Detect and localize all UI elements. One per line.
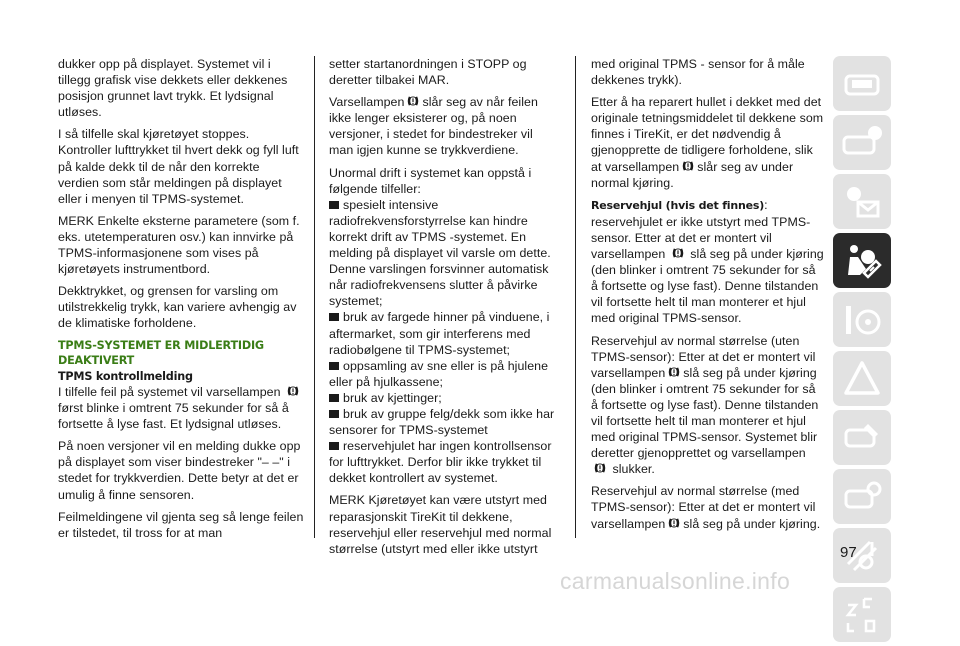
- tab-warning-lights[interactable]: [833, 174, 891, 229]
- tpms-warning-icon: [667, 516, 681, 530]
- run-in-heading: Reservehjul (hvis det finnes): [591, 198, 765, 212]
- bullet-icon: [329, 362, 339, 370]
- tab-car-info[interactable]: [833, 115, 891, 170]
- page-number: 97: [840, 544, 857, 561]
- text: bruk av fargede hinner på vinduene, i aftermarket, som gir interferens med radiobølgene til TPMS-systemet;: [329, 310, 550, 357]
- bullet-icon: [329, 201, 339, 209]
- list-item: [329, 390, 560, 406]
- tpms-warning-icon: [671, 246, 685, 260]
- paragraph: MERK Kjøretøyet kan være utstyrt med reparasjonskit TireKit til dekkene, reservehjul eller reservehjul med normal størrelse (utstyrt med eller ikke utstyrt: [329, 493, 552, 556]
- tab-car-dashboard[interactable]: [833, 56, 891, 111]
- text-column-3: [591, 56, 825, 538]
- tab-emergency[interactable]: [833, 351, 891, 406]
- text: først blinke i omtrent 75 sekunder for så å fortsette å lyse fast. Et lydsignal utløses.: [58, 401, 289, 432]
- paragraph: med original TPMS - sensor for å måle dekkenes trykk).: [591, 57, 805, 88]
- car-info-icon: [840, 121, 884, 165]
- text: bruk av gruppe felg/dekk som ikke har sensorer for TPMS-systemet: [329, 406, 555, 438]
- text: Varsellampen: [329, 95, 405, 110]
- tpms-warning-icon: [406, 94, 420, 108]
- car-dashboard-icon: [840, 62, 884, 106]
- bullet-icon: [329, 313, 339, 321]
- paragraph: [591, 197, 825, 327]
- text: : reservehjulet er ikke utstyrt med TPMS-sensor. Etter at det er montert vil varsellampen: [591, 197, 811, 262]
- list-item: [329, 438, 560, 486]
- paragraph: dukker opp på displayet. Systemet vil i tillegg grafisk vise dekkets eller dekkenes posisjon grunnet lavt trykk. Et lydsignal utløses.: [58, 57, 288, 120]
- paragraph: På noen versjoner vil en melding dukke opp på displayet som viser bindestreker "– –" i stedet for trykkverdien. Dette betyr at det er umulig å finne sensoren.: [58, 439, 301, 502]
- tab-technical-data[interactable]: [833, 469, 891, 524]
- paragraph: I så tilfelle skal kjøretøyet stoppes. Kontroller lufttrykket til hvert dekk og fyll luft på kalde dekk til de når den korrekte verdien som står meldingen på displayet eller i menyen til TPMS-systemet.: [58, 127, 299, 206]
- bullet-icon: [329, 442, 339, 450]
- column-divider: [575, 56, 576, 538]
- text: reservehjulet har ingen kontrollsensor for lufttrykket. Derfor blir ikke trykket til dekket kontrollert av systemet.: [329, 439, 552, 486]
- technical-data-icon: [840, 475, 884, 519]
- text: slå seg på under kjøring (den blinker i omtrent 75 sekunder for så å fortsette og lyse fast). Denne tilstanden vil fortsette helt til man monterer et hjul med original TPMS-sensor. Systemet blir deretter gjenopprettet og varsellampen: [591, 365, 819, 461]
- text: Etter å ha reparert hullet i dekket med det originale tetningsmiddelet til dekkene som finnes i TireKit, er det nødvendig å gjenopprette de tidligere forholdene, slik at varsellampen: [591, 95, 824, 174]
- section-heading: TPMS-SYSTEMET ER MIDLERTIDIG DEAKTIVERT: [58, 338, 264, 367]
- warning-lights-icon: [840, 180, 884, 224]
- text: Reservehjul av normal størrelse (uten TPMS-sensor): Etter at det er montert vil varsellampen: [591, 333, 816, 380]
- list-item: [329, 197, 560, 310]
- paragraph: [591, 483, 825, 531]
- subsection-heading: TPMS kontrollmelding: [58, 369, 193, 383]
- text: slår seg av under normal kjøring.: [591, 159, 794, 190]
- tab-maintenance[interactable]: [833, 410, 891, 465]
- tpms-warning-icon: [286, 384, 300, 398]
- tpms-warning-icon: [681, 159, 695, 173]
- maintenance-icon: [840, 416, 884, 460]
- emergency-icon: [840, 357, 884, 401]
- list-item: [329, 406, 560, 438]
- text: bruk av kjettinger;: [343, 390, 442, 405]
- text: slukker.: [612, 462, 655, 477]
- text-column-2: [329, 56, 560, 563]
- index-icon: [840, 593, 884, 637]
- tab-airbag-safety[interactable]: [833, 233, 891, 288]
- bullet-icon: [329, 394, 339, 402]
- tpms-warning-icon: [593, 461, 607, 475]
- tab-starting-driving[interactable]: [833, 292, 891, 347]
- paragraph: [591, 333, 825, 478]
- bullet-icon: [329, 410, 339, 418]
- text-column-1: [58, 56, 304, 547]
- paragraph: [58, 384, 304, 432]
- paragraph: setter startanordningen i STOPP og deretter tilbakei MAR.: [329, 57, 527, 88]
- tab-index[interactable]: [833, 587, 891, 642]
- list-item: [329, 309, 560, 357]
- paragraph: [329, 94, 560, 158]
- text: slå seg på under kjøring.: [683, 516, 821, 531]
- tpms-warning-icon: [667, 365, 681, 379]
- list-item: [329, 358, 560, 390]
- text: slå seg på under kjøring (den blinker i omtrent 75 sekunder for så å fortsette og lyse fast). Denne tilstanden vil fortsette helt til man monterer et hjul med original TPMS-sensor.: [591, 247, 824, 326]
- paragraph: MERK Enkelte eksterne parametere (som f. eks. utetemperaturen osv.) kan innvirke på TPMS-informasjonene som vises på kjøretøyets instrumentbord.: [58, 213, 300, 277]
- paragraph: Feilmeldingene vil gjenta seg så lenge feilen er tilstedet, til tross for at man: [58, 509, 304, 540]
- text: Reservehjul av normal størrelse (med TPMS-sensor): Etter at det er montert vil varsellampen: [591, 484, 816, 531]
- column-divider: [314, 56, 315, 538]
- text: spesielt intensive radiofrekvensforstyrrelse kan hindre korrekt drift av TPMS -systemet. En melding på displayet vil varsle om dette. Denne varslingen forsvinner automatisk når radiofrekvensens slutter å påvirke systemet;: [329, 197, 551, 309]
- watermark: carmanualsonline.info: [560, 568, 791, 594]
- paragraph: Unormal drift i systemet kan oppstå i følgende tilfeller:: [329, 165, 532, 196]
- paragraph: Dekktrykket, og grensen for varsling om utilstrekkelig trykk, kan variere avhengig av de klimatiske forholdene.: [58, 284, 297, 331]
- text: oppsamling av sne eller is på hjulene eller på hjulkassene;: [329, 358, 549, 389]
- text: I tilfelle feil på systemet vil varsellampen: [58, 385, 281, 399]
- paragraph: [591, 94, 825, 191]
- airbag-safety-icon: [840, 239, 884, 283]
- text: slår seg av når feilen ikke lenger eksisterer og, på noen versjoner, i stedet for bindestreker vil man igjen kunne se trykkverdiene.: [329, 95, 538, 158]
- starting-driving-icon: [840, 298, 884, 342]
